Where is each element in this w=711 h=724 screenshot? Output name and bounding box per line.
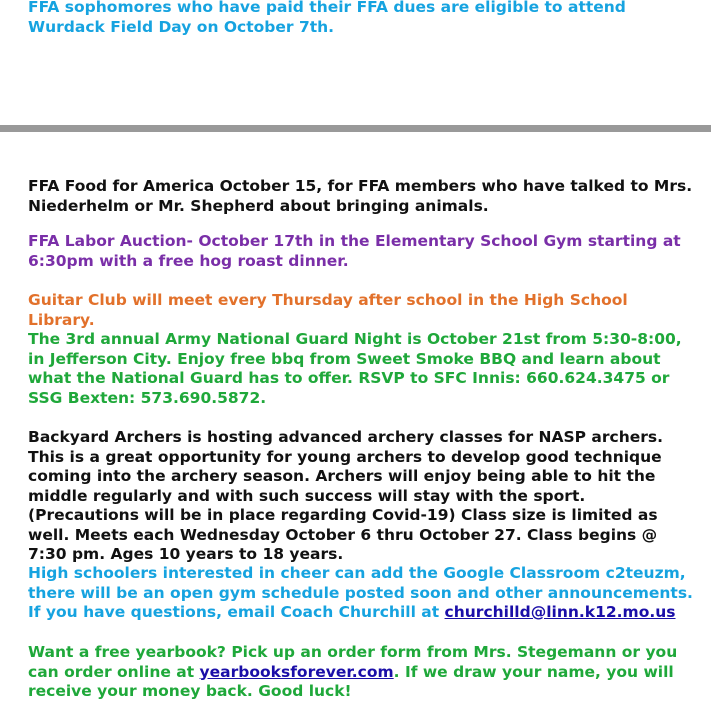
yearbook-link[interactable]: yearbooksforever.com — [199, 662, 394, 681]
yearbook-text-after: . If we draw your name, you will receive your money back. Good luck! — [28, 662, 674, 700]
cheer-text: High schoolers interested in cheer can add the Google Classroom c2teuzm, there will be an open gym schedule posted soon and other announcements. If you have questions, email Coach Churchill at — [28, 564, 693, 621]
food-for-america-announcement: FFA Food for America October 15, for FFA members who have talked to Mrs. Niederhelm or Mr. Shepherd about bringing animals. — [28, 177, 693, 215]
wurdack-announcement: FFA sophomores who have paid their FFA dues are eligible to attend Wurdack Field Day on October 7th. — [28, 0, 626, 36]
guitar-club-announcement: Guitar Club will meet every Thursday after school in the High School Library. — [28, 291, 628, 329]
guard-night-announcement: The 3rd annual Army National Guard Night is October 21st from 5:30-8:00, in Jefferson City. Enjoy free bbq from Sweet Smoke BBQ and learn about what the National Guard has to offer. RSVP to SFC Innis: 660.624.3475 or SSG Bexten: 573.690.5872. — [28, 330, 682, 407]
cheer-email-link[interactable]: churchilld@linn.k12.mo.us — [444, 603, 676, 621]
section-divider — [0, 125, 711, 132]
yearbook-text-before: Want a free yearbook? Pick up an order form from Mrs. Stegemann or you can order online at — [28, 643, 678, 681]
archery-announcement: Backyard Archers is hosting advanced archery classes for NASP archers. This is a great opportunity for young archers to develop good technique coming into the archery season. Archers will enjoy being able to hit the middle regularly and with such success will stay with the sport. (Precautions will be in place regarding Covid-19) Class size is limited as well. Meets each Wednesday October 6 thru October 27. Class begins @ 7:30 pm. Ages 10 years to 18 years. — [28, 428, 663, 563]
yearbook-announcement — [28, 643, 698, 702]
cheer-announcement — [28, 564, 698, 623]
labor-auction-announcement: FFA Labor Auction- October 17th in the Elementary School Gym starting at 6:30pm with a free hog roast dinner. — [28, 232, 681, 270]
